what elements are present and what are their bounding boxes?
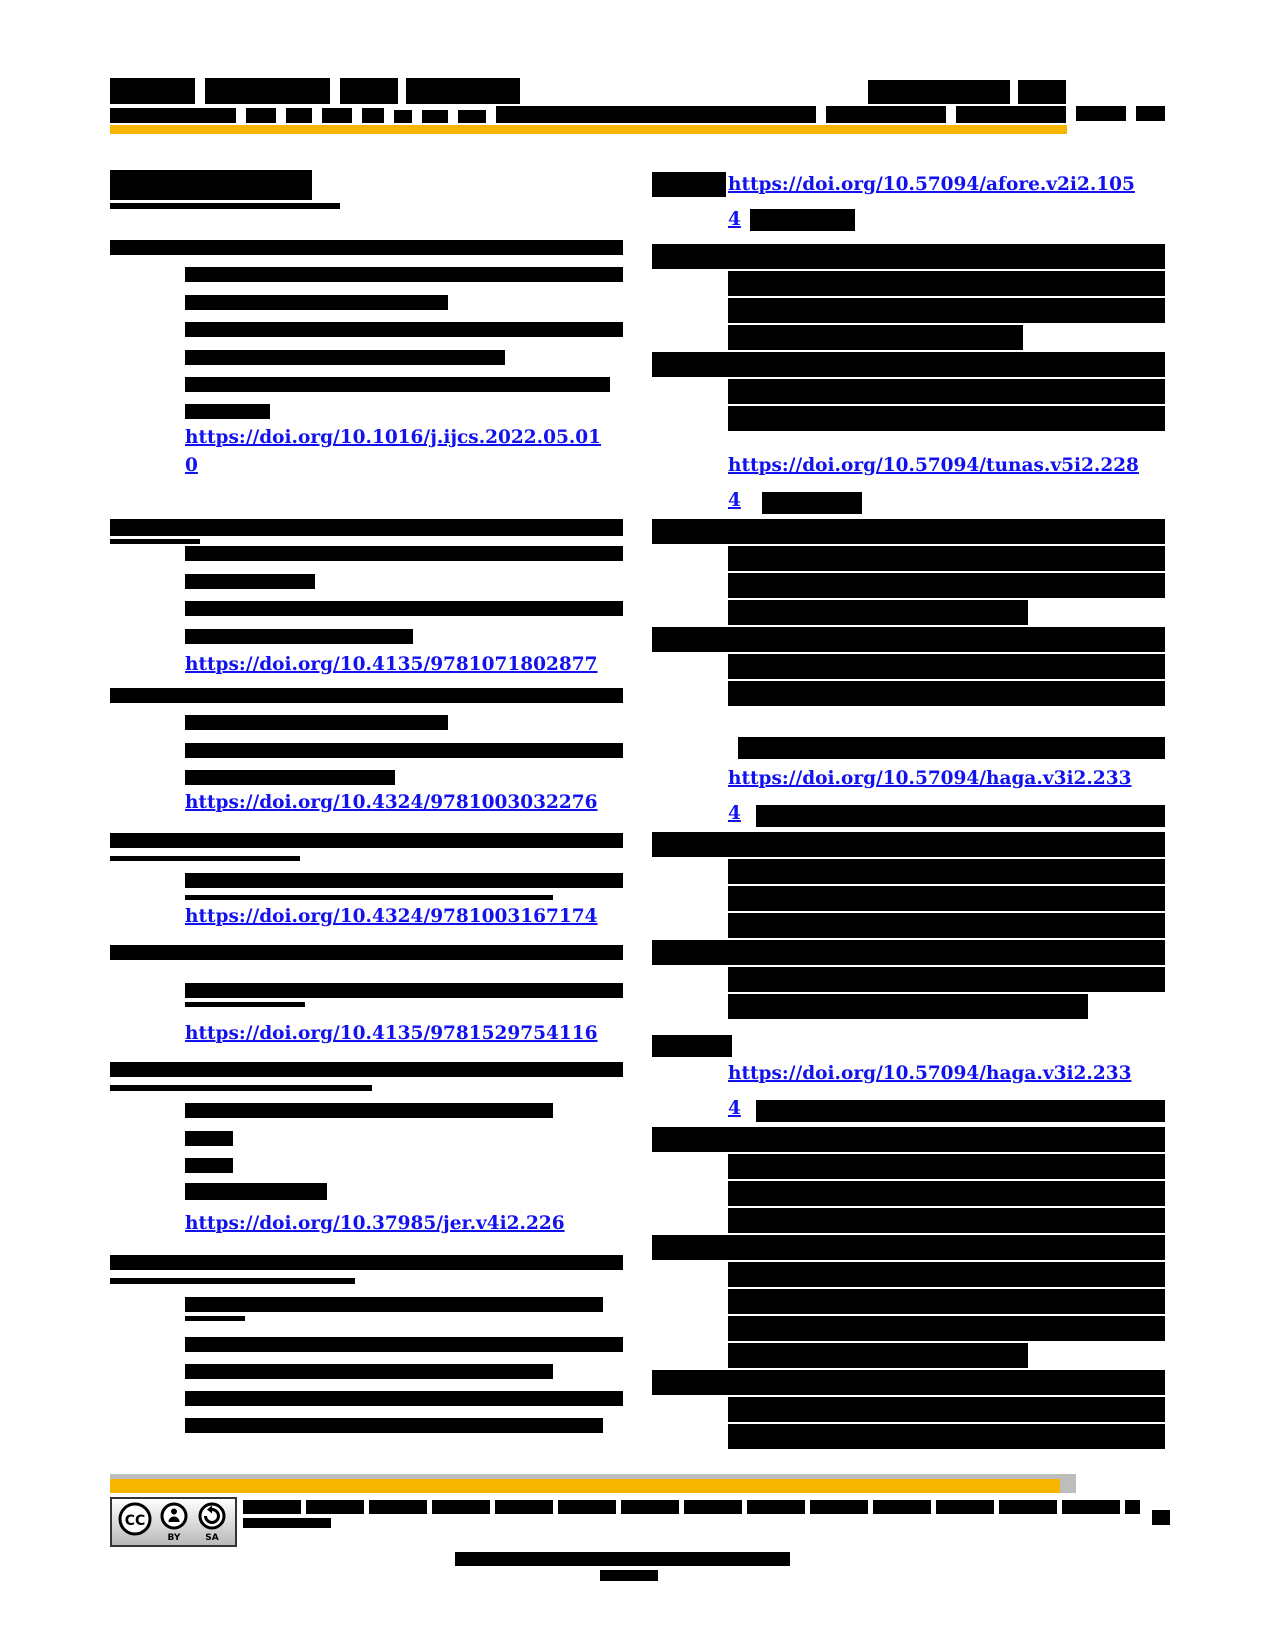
doi-link-4[interactable]: https://doi.org/10.4324/9781003167174 <box>185 906 598 927</box>
footer-divider-rule <box>110 1479 1060 1493</box>
redacted-reference-text <box>728 298 1165 323</box>
redacted-reference-text <box>728 1262 1165 1287</box>
doi-link-3[interactable]: https://doi.org/10.4324/9781003032276 <box>185 792 598 813</box>
redacted-reference-text <box>652 244 1165 269</box>
doi-link-9-wrap[interactable]: 4 <box>728 803 741 824</box>
redacted-reference-text <box>185 1103 553 1118</box>
redacted-reference-text <box>110 539 200 544</box>
redacted-reference-text <box>728 886 1165 911</box>
redacted-footer-text <box>243 1500 1140 1514</box>
redacted-footer-text <box>600 1570 658 1581</box>
redacted-reference-text <box>728 1289 1165 1314</box>
redacted-reference-text <box>756 805 1165 827</box>
redacted-reference-text <box>185 1316 245 1321</box>
redacted-reference-text <box>110 688 623 703</box>
doi-link-6[interactable]: https://doi.org/10.37985/jer.v4i2.226 <box>185 1213 565 1234</box>
redacted-reference-text <box>728 600 1028 625</box>
redacted-reference-text <box>185 546 623 561</box>
redacted-reference-text <box>110 519 623 536</box>
redacted-header-text <box>1018 80 1066 104</box>
redacted-reference-text <box>185 295 448 310</box>
doi-link-1[interactable]: https://doi.org/10.1016/j.ijcs.2022.05.01 <box>185 427 602 448</box>
redacted-reference-text <box>185 873 623 888</box>
redacted-reference-text <box>728 546 1165 571</box>
redacted-reference-text <box>185 350 505 365</box>
doi-link-9[interactable]: https://doi.org/10.57094/haga.v3i2.233 <box>728 768 1132 789</box>
redacted-reference-text <box>728 1397 1165 1422</box>
redacted-reference-text <box>652 1035 732 1057</box>
redacted-reference-text <box>110 170 312 200</box>
redacted-reference-text <box>110 945 623 960</box>
redacted-header-text <box>458 110 486 123</box>
redacted-reference-text <box>652 832 1165 857</box>
doi-link-7-wrap[interactable]: 4 <box>728 209 741 230</box>
doi-link-7[interactable]: https://doi.org/10.57094/afore.v2i2.105 <box>728 174 1135 195</box>
redacted-reference-text <box>185 574 315 589</box>
redacted-reference-text <box>728 573 1165 598</box>
redacted-reference-text <box>652 352 1165 377</box>
redacted-reference-text <box>652 172 726 197</box>
redacted-reference-text <box>728 1343 1028 1368</box>
redacted-reference-text <box>728 967 1165 992</box>
doi-link-1-wrap[interactable]: 0 <box>185 455 198 476</box>
redacted-reference-text <box>728 681 1165 706</box>
redacted-reference-text <box>110 203 340 209</box>
redacted-reference-text <box>750 209 855 231</box>
doi-link-2[interactable]: https://doi.org/10.4135/9781071802877 <box>185 654 598 675</box>
redacted-header-text <box>110 78 195 104</box>
redacted-footer-text <box>1152 1510 1170 1525</box>
svg-text:SA: SA <box>204 1533 219 1543</box>
redacted-header-text <box>205 78 330 104</box>
redacted-reference-text <box>110 1278 355 1284</box>
redacted-header-text <box>340 78 398 104</box>
cc-by-sa-license-badge[interactable] <box>110 1497 237 1547</box>
redacted-reference-text <box>728 913 1165 938</box>
redacted-header-text <box>496 106 816 123</box>
redacted-reference-text <box>728 859 1165 884</box>
doi-link-5[interactable]: https://doi.org/10.4135/9781529754116 <box>185 1023 598 1044</box>
redacted-reference-text <box>652 1370 1165 1395</box>
redacted-reference-text <box>185 743 623 758</box>
doi-link-10[interactable]: https://doi.org/10.57094/haga.v3i2.233 <box>728 1063 1132 1084</box>
redacted-reference-text <box>185 1158 233 1173</box>
redacted-reference-text <box>110 833 623 848</box>
svg-text:BY: BY <box>167 1533 180 1543</box>
cc-by-person-icon <box>162 1504 186 1543</box>
redacted-reference-text <box>738 737 1165 759</box>
redacted-header-text <box>868 80 1010 104</box>
doi-link-8[interactable]: https://doi.org/10.57094/tunas.v5i2.228 <box>728 455 1139 476</box>
redacted-reference-text <box>652 627 1165 652</box>
cc-sa-arrow-icon <box>200 1504 224 1543</box>
redacted-reference-text <box>728 406 1165 431</box>
redacted-reference-text <box>110 1062 623 1077</box>
redacted-header-text <box>406 78 520 104</box>
redacted-reference-text <box>756 1100 1165 1122</box>
redacted-reference-text <box>762 492 862 514</box>
redacted-reference-text <box>110 240 623 255</box>
redacted-reference-text <box>652 940 1165 965</box>
redacted-reference-text <box>185 1297 603 1312</box>
redacted-reference-text <box>728 654 1165 679</box>
redacted-reference-text <box>185 629 413 644</box>
redacted-reference-text <box>110 1255 623 1270</box>
redacted-reference-text <box>185 1391 623 1406</box>
redacted-reference-text <box>185 267 623 282</box>
redacted-reference-text <box>185 601 623 616</box>
redacted-header-text <box>362 108 384 123</box>
cc-icon <box>120 1504 150 1534</box>
redacted-footer-text <box>455 1552 790 1566</box>
redacted-reference-text <box>728 994 1088 1019</box>
footer-divider-shadow-end <box>1060 1479 1076 1493</box>
redacted-reference-text <box>728 325 1023 350</box>
redacted-reference-text <box>728 1316 1165 1341</box>
redacted-header-text <box>826 106 946 123</box>
doi-link-8-wrap[interactable]: 4 <box>728 490 741 511</box>
redacted-reference-text <box>185 1418 603 1433</box>
redacted-reference-text <box>110 1085 372 1091</box>
redacted-reference-text <box>185 895 553 900</box>
redacted-reference-text <box>185 404 270 419</box>
redacted-header-text <box>422 110 448 123</box>
redacted-reference-text <box>652 519 1165 544</box>
cc-by-sa-badge-art <box>115 1500 233 1544</box>
redacted-reference-text <box>110 856 300 861</box>
redacted-reference-text <box>728 1208 1165 1233</box>
redacted-reference-text <box>185 1364 553 1379</box>
redacted-reference-text <box>185 1337 623 1352</box>
redacted-header-text <box>322 108 352 123</box>
redacted-reference-text <box>728 1181 1165 1206</box>
redacted-reference-text <box>185 1183 327 1200</box>
redacted-reference-text <box>728 1154 1165 1179</box>
redacted-reference-text <box>185 377 610 392</box>
redacted-footer-text <box>243 1518 331 1528</box>
redacted-reference-text <box>728 271 1165 296</box>
redacted-reference-text <box>185 715 448 730</box>
redacted-reference-text <box>652 1235 1165 1260</box>
redacted-header-text <box>1136 106 1165 121</box>
header-divider-rule <box>110 125 1067 134</box>
redacted-reference-text <box>728 1424 1165 1449</box>
redacted-reference-text <box>185 983 623 998</box>
redacted-reference-text <box>652 1127 1165 1152</box>
redacted-reference-text <box>185 770 395 785</box>
redacted-header-text <box>286 108 312 123</box>
redacted-header-text <box>110 108 236 123</box>
redacted-reference-text <box>185 322 623 337</box>
redacted-header-text <box>1076 106 1126 121</box>
svg-text:CC: CC <box>124 1513 145 1529</box>
redacted-reference-text <box>185 1002 305 1007</box>
redacted-header-text <box>246 108 276 123</box>
redacted-header-text <box>394 110 412 123</box>
redacted-reference-text <box>728 379 1165 404</box>
redacted-header-text <box>956 106 1066 123</box>
doi-link-10-wrap[interactable]: 4 <box>728 1098 741 1119</box>
redacted-reference-text <box>185 1131 233 1146</box>
